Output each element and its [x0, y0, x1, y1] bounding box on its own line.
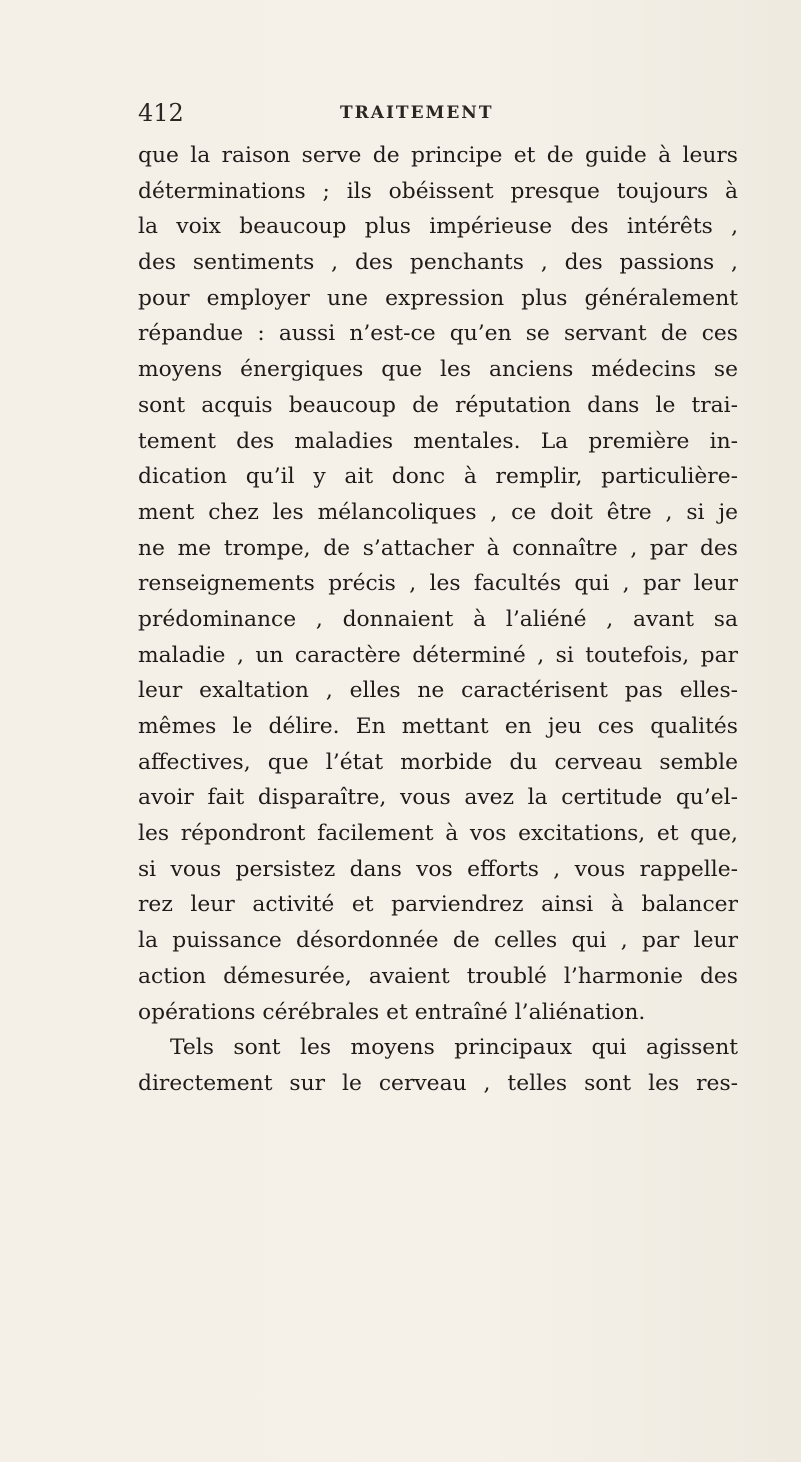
text-line: déterminations ; ils obéissent presque toujours à — [138, 178, 738, 204]
text-line: dication qu’il y ait donc à remplir, particulière- — [138, 464, 738, 490]
text-line: leur exaltation , elles ne caractérisent pas elles- — [138, 678, 738, 704]
page-header — [138, 98, 738, 132]
text-line: directement sur le cerveau , telles sont les res- — [138, 1070, 738, 1096]
text-line: la puissance désordonnée de celles qui , par leur — [138, 928, 738, 954]
text-line: affectives, que l’état morbide du cerveau semble — [138, 749, 738, 775]
text-line: renseignements précis , les facultés qui , par leur — [138, 571, 738, 597]
text-line-paragraph-start: Tels sont les moyens principaux qui agissent — [170, 1035, 738, 1061]
text-line: maladie , un caractère déterminé , si toutefois, par — [138, 642, 738, 668]
text-line: que la raison serve de principe et de guide à leurs — [138, 143, 738, 168]
text-line: moyens énergiques que les anciens médecins se — [138, 357, 738, 383]
text-line: la voix beaucoup plus impérieuse des intérêts , — [138, 214, 738, 240]
text-line: opérations cérébrales et entraîné l’aliénation. — [138, 999, 646, 1025]
text-line: rez leur activité et parviendrez ainsi à balancer — [138, 892, 738, 918]
text-line: ment chez les mélancoliques , ce doit être , si je — [138, 499, 738, 525]
text-line: avoir fait disparaître, vous avez la certitude qu’el- — [138, 785, 738, 811]
text-line: répandue : aussi n’est-ce qu’en se servant de ces — [138, 321, 738, 347]
text-line: tement des maladies mentales. La première in- — [138, 428, 738, 454]
body-text — [138, 138, 738, 1102]
text-line: sont acquis beaucoup de réputation dans le trai- — [138, 392, 738, 418]
page-number: 412 — [138, 99, 184, 127]
text-line: prédominance , donnaient à l’aliéné , avant sa — [138, 606, 738, 632]
text-line: action démesurée, avaient troublé l’harmonie des — [138, 963, 738, 989]
text-line: ne me trompe, de s’attacher à connaître , par des — [138, 535, 738, 561]
text-line: les répondront facilement à vos excitations, et que, — [138, 821, 738, 847]
text-line: mêmes le délire. En mettant en jeu ces qualités — [138, 714, 738, 739]
text-line: pour employer une expression plus généralement — [138, 285, 738, 311]
text-line: si vous persistez dans vos efforts , vous rappelle- — [138, 856, 738, 882]
text-line: des sentiments , des penchants , des passions , — [138, 250, 738, 276]
running-head: TRAITEMENT — [340, 103, 494, 123]
